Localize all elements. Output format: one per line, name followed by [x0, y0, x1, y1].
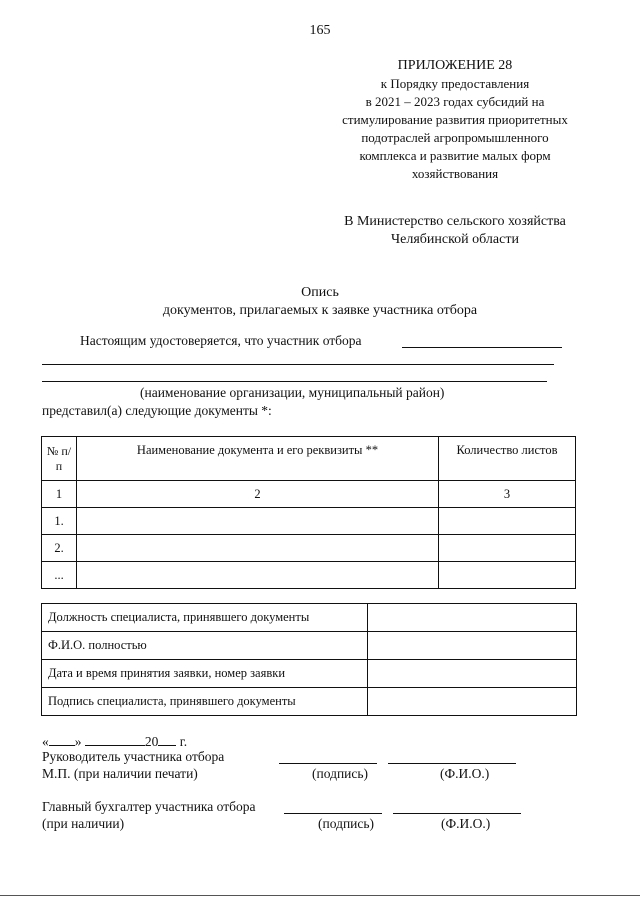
numbering-row — [42, 481, 576, 508]
staff-label: Должность специалиста, принявшего документы — [42, 604, 368, 632]
month-field[interactable] — [85, 733, 145, 746]
staff-row — [42, 660, 577, 688]
year-prefix: 20 — [144, 734, 159, 749]
staff-value-cell[interactable] — [368, 688, 577, 716]
staff-row — [42, 688, 577, 716]
head-signature-field[interactable] — [279, 763, 377, 764]
appendix-line: в 2021 – 2023 годах субсидий на — [365, 94, 545, 109]
staff-row — [42, 604, 577, 632]
staff-table — [41, 603, 577, 716]
header-sheet-count: Количество листов — [439, 437, 576, 481]
staff-row — [42, 632, 577, 660]
numbering-cell: 1 — [42, 481, 77, 508]
staff-value-cell[interactable] — [368, 632, 577, 660]
page-bottom-rule — [0, 895, 640, 896]
numbering-cell: 2 — [77, 481, 439, 508]
header-document-name: Наименование документа и его реквизиты ** — [77, 437, 439, 481]
staff-label: Подпись специалиста, принявшего документы — [42, 688, 368, 716]
appendix-line: комплекса и развитие малых форм — [359, 148, 551, 163]
participant-name-field-3[interactable] — [42, 381, 547, 382]
table-header-row — [42, 437, 576, 481]
year-suffix: г. — [179, 734, 188, 749]
row-number: ... — [42, 562, 77, 589]
participant-name-field[interactable] — [402, 347, 562, 348]
accountant-signature-field[interactable] — [284, 813, 382, 814]
page-number: 165 — [309, 23, 331, 38]
table-row — [42, 535, 576, 562]
appendix-line: подотраслей агропромышленного — [361, 130, 549, 145]
heading-subtitle: документов, прилагаемых к заявке участника отбора — [162, 303, 478, 318]
seal-label: М.П. (при наличии печати) — [42, 766, 198, 781]
header-number: № п/п — [42, 437, 77, 481]
accountant-label: Главный бухгалтер участника отбора — [42, 799, 256, 814]
appendix-line: хозяйствования — [411, 166, 499, 181]
row-number: 2. — [42, 535, 77, 562]
heading-title: Опись — [301, 285, 339, 300]
sheet-count-cell[interactable] — [439, 508, 576, 535]
participant-name-field-2[interactable] — [42, 364, 554, 365]
row-number: 1. — [42, 508, 77, 535]
appendix-title: ПРИЛОЖЕНИЕ 28 — [397, 58, 513, 73]
document-name-cell[interactable] — [77, 562, 439, 589]
addressee — [305, 213, 605, 249]
submitted-text: представил(а) следующие документы *: — [42, 403, 272, 418]
signature-hint: (подпись) — [312, 766, 369, 781]
accountant-note: (при наличии) — [42, 816, 125, 831]
year-field[interactable] — [158, 733, 176, 746]
staff-label: Дата и время принятия заявки, номер заявки — [42, 660, 368, 688]
day-field[interactable] — [49, 733, 75, 746]
date-close-quote: » — [74, 734, 82, 749]
sheet-count-cell[interactable] — [439, 535, 576, 562]
document-heading — [0, 284, 640, 320]
date-line — [42, 733, 187, 750]
staff-value-cell[interactable] — [368, 660, 577, 688]
fio-hint: (Ф.И.О.) — [440, 766, 490, 781]
table-row — [42, 562, 576, 589]
appendix-line: к Порядку предоставления — [380, 76, 530, 91]
accountant-fio-field[interactable] — [393, 813, 521, 814]
date-open-quote: « — [42, 734, 49, 749]
accountant-fio-hint: (Ф.И.О.) — [441, 816, 491, 831]
table-row — [42, 508, 576, 535]
org-hint: (наименование организации, муниципальный район) — [140, 385, 445, 400]
document-name-cell[interactable] — [77, 508, 439, 535]
certify-text: Настоящим удостоверяется, что участник отбора — [80, 333, 362, 348]
sheet-count-cell[interactable] — [439, 562, 576, 589]
documents-table — [41, 436, 576, 589]
appendix-header — [305, 57, 605, 183]
document-name-cell[interactable] — [77, 535, 439, 562]
addressee-line-2: Челябинской области — [391, 232, 519, 247]
head-fio-field[interactable] — [388, 763, 516, 764]
numbering-cell: 3 — [439, 481, 576, 508]
staff-label: Ф.И.О. полностью — [42, 632, 368, 660]
accountant-signature-hint: (подпись) — [318, 816, 375, 831]
appendix-line: стимулирование развития приоритетных — [342, 112, 568, 127]
addressee-line-1: В Министерство сельского хозяйства — [344, 214, 566, 229]
staff-value-cell[interactable] — [368, 604, 577, 632]
head-label: Руководитель участника отбора — [42, 749, 225, 764]
